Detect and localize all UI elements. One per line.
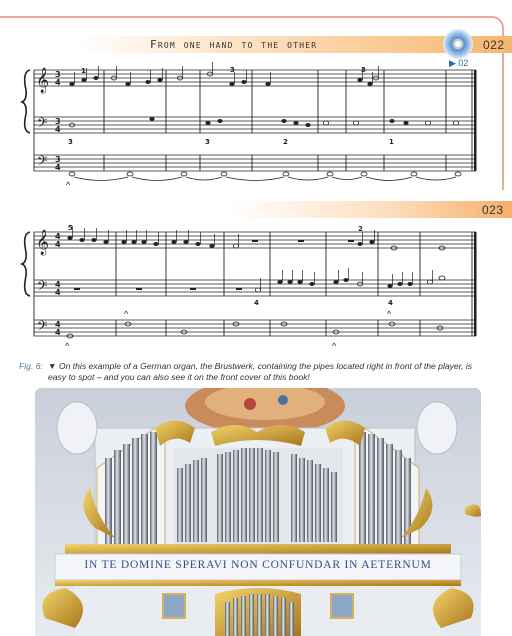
svg-text:𝄢: 𝄢 [37, 318, 48, 337]
svg-text:4: 4 [55, 163, 61, 172]
score-system-1 [0, 60, 512, 195]
exercise-number-022: 022 [483, 38, 505, 52]
header-rule [0, 16, 494, 18]
svg-text:3: 3 [55, 155, 61, 164]
svg-text:𝄞: 𝄞 [36, 230, 50, 255]
organ-inscription: IN TE DOMINE SPERAVI NON CONFUNDAR IN AETERNUM [84, 559, 432, 571]
fingering-bottom: 1 [389, 138, 394, 146]
figure-label: Fig. 6: [19, 361, 43, 371]
pedal-toe-mark: ^ [124, 309, 129, 319]
svg-text:4: 4 [55, 320, 61, 329]
fingering-bottom: 3 [205, 138, 210, 146]
fingering-top: 3 [230, 66, 235, 74]
audio-track-link[interactable]: ▶ 02 [449, 58, 469, 68]
svg-text:4: 4 [55, 232, 61, 241]
audio-cd-icon[interactable] [443, 29, 473, 59]
svg-text:𝄢: 𝄢 [37, 115, 48, 134]
pedal-toe-mark: ^ [387, 309, 392, 319]
svg-text:𝄞: 𝄞 [36, 68, 50, 93]
svg-text:3: 3 [55, 70, 61, 79]
fingering-bottom: 2 [283, 138, 288, 146]
fingering-mid: 4 [388, 299, 393, 307]
fingering-top: 5 [68, 224, 73, 232]
svg-text:4: 4 [55, 125, 61, 134]
svg-text:4: 4 [55, 328, 61, 337]
svg-text:4: 4 [55, 288, 61, 297]
figure-caption: ▼ On this example of a German organ, the Brustwerk, containing the pipes located right in front of the player, is easy to spot – and you can also see it on the front cover of this book! [48, 361, 473, 382]
svg-text:4: 4 [55, 280, 61, 289]
svg-text:𝄢: 𝄢 [37, 153, 48, 172]
fingering-top: 1 [81, 67, 86, 75]
svg-text:4: 4 [55, 240, 61, 249]
section-band [0, 201, 512, 218]
score-system-2 [0, 220, 512, 358]
organ-photo [35, 388, 481, 636]
exercise-title: From one hand to the other [150, 38, 318, 51]
fingering-top: 2 [358, 225, 363, 233]
fingering-mid: 4 [254, 299, 259, 307]
fingering-top: 3 [361, 66, 366, 74]
pedal-toe-mark: ^ [65, 341, 70, 351]
exercise-number-023: 023 [482, 203, 504, 217]
organ-illustration [35, 388, 481, 636]
pedal-toe-mark: ^ [66, 180, 71, 190]
svg-text:4: 4 [55, 78, 61, 87]
svg-text:𝄢: 𝄢 [37, 278, 48, 297]
pedal-toe-mark: ^ [332, 341, 337, 351]
fingering-bottom: 3 [68, 138, 73, 146]
svg-text:3: 3 [55, 117, 61, 126]
